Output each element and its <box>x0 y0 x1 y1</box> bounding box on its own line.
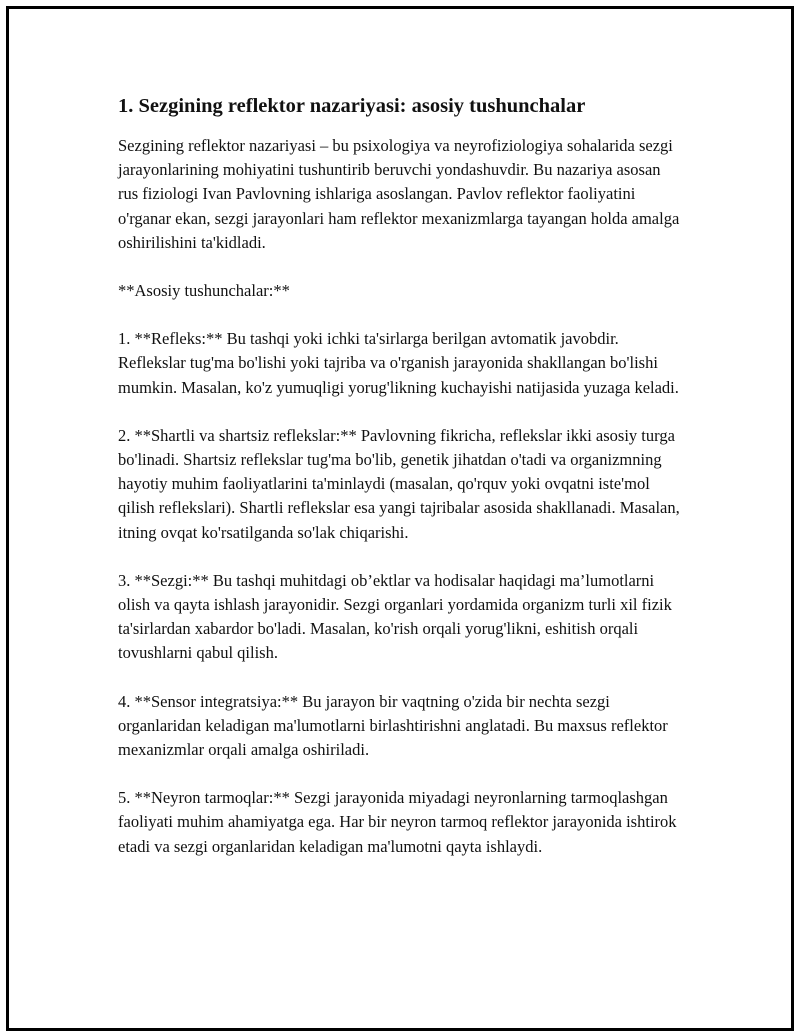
concepts-subheading: **Asosiy tushunchalar:** <box>118 281 290 301</box>
concept-shartli-shartsiz: 2. **Shartli va shartsiz reflekslar:** Pavlovning fikricha, reflekslar ikki asosiy turga bo'linadi. Shartsiz reflekslar tug'ma bo'lib, genetik jihatdan o'tadi va organizmning hayotiy muhim faoliyatlarini ta'minlaydi (masalan, qo'rquv yoki ovqatni iste'mol qilish reflekslari). Shartli reflekslar esa yangi tajribalar asosida shakllanadi. Masalan, itning ovqat ko'rsatilganda so'lak chiqarishi. <box>118 425 680 542</box>
concept-sezgi: 3. **Sezgi:** Bu tashqi muhitdagi ob’ektlar va hodisalar haqidagi ma’lumotlarni olish va qayta ishlash jarayonidir. Sezgi organlari yordamida organizm turli xil fizik ta'sirlardan xabardor bo'ladi. Masalan, ko'rish orqali yorug'likni, eshitish orqali tovushlarni qabul qilish. <box>118 570 672 663</box>
section-title: 1. Sezgining reflektor nazariyasi: asosiy tushunchalar <box>118 95 586 117</box>
concept-refleks: 1. **Refleks:** Bu tashqi yoki ichki ta'sirlarga berilgan avtomatik javobdir. Reflekslar tug'ma bo'lishi yoki tajriba va o'rganish jarayonida shakllangan bo'lishi mumkin. Masalan, ko'z yumuqligi yorug'likning kuchayishi natijasida yuzaga keladi. <box>118 329 679 397</box>
concept-sensor-integratsiya: 4. **Sensor integratsiya:** Bu jarayon bir vaqtning o'zida bir nechta sezgi organlaridan keladigan ma'lumotlarni birlashtirishni anglatadi. Bu maxsus reflektor mexanizmlar orqali amalga oshiriladi. <box>118 691 668 760</box>
concept-neyron-tarmoqlar: 5. **Neyron tarmoqlar:** Sezgi jarayonida miyadagi neyronlarning tarmoqlashgan faoliyati muhim ahamiyatga ega. Har bir neyron tarmoq reflektor jarayonida ishtirok etadi va sezgi organlaridan keladigan ma'lumotni qayta ishlaydi. <box>118 788 677 856</box>
intro-paragraph: Sezgining reflektor nazariyasi – bu psixologiya va neyrofiziologiya sohalarida sezgi jarayonlarining mohiyatini tushuntirib beruvchi yondashuvdir. Bu nazariya asosan rus fiziologi Ivan Pavlovning ishlariga asoslangan. Pavlov reflektor faoliyatini o'rganar ekan, sezgi jarayonlari ham reflektor mexanizmlarga tayangan holda amalga oshirilishini ta'kidladi. <box>118 136 680 252</box>
document-body <box>118 92 684 883</box>
